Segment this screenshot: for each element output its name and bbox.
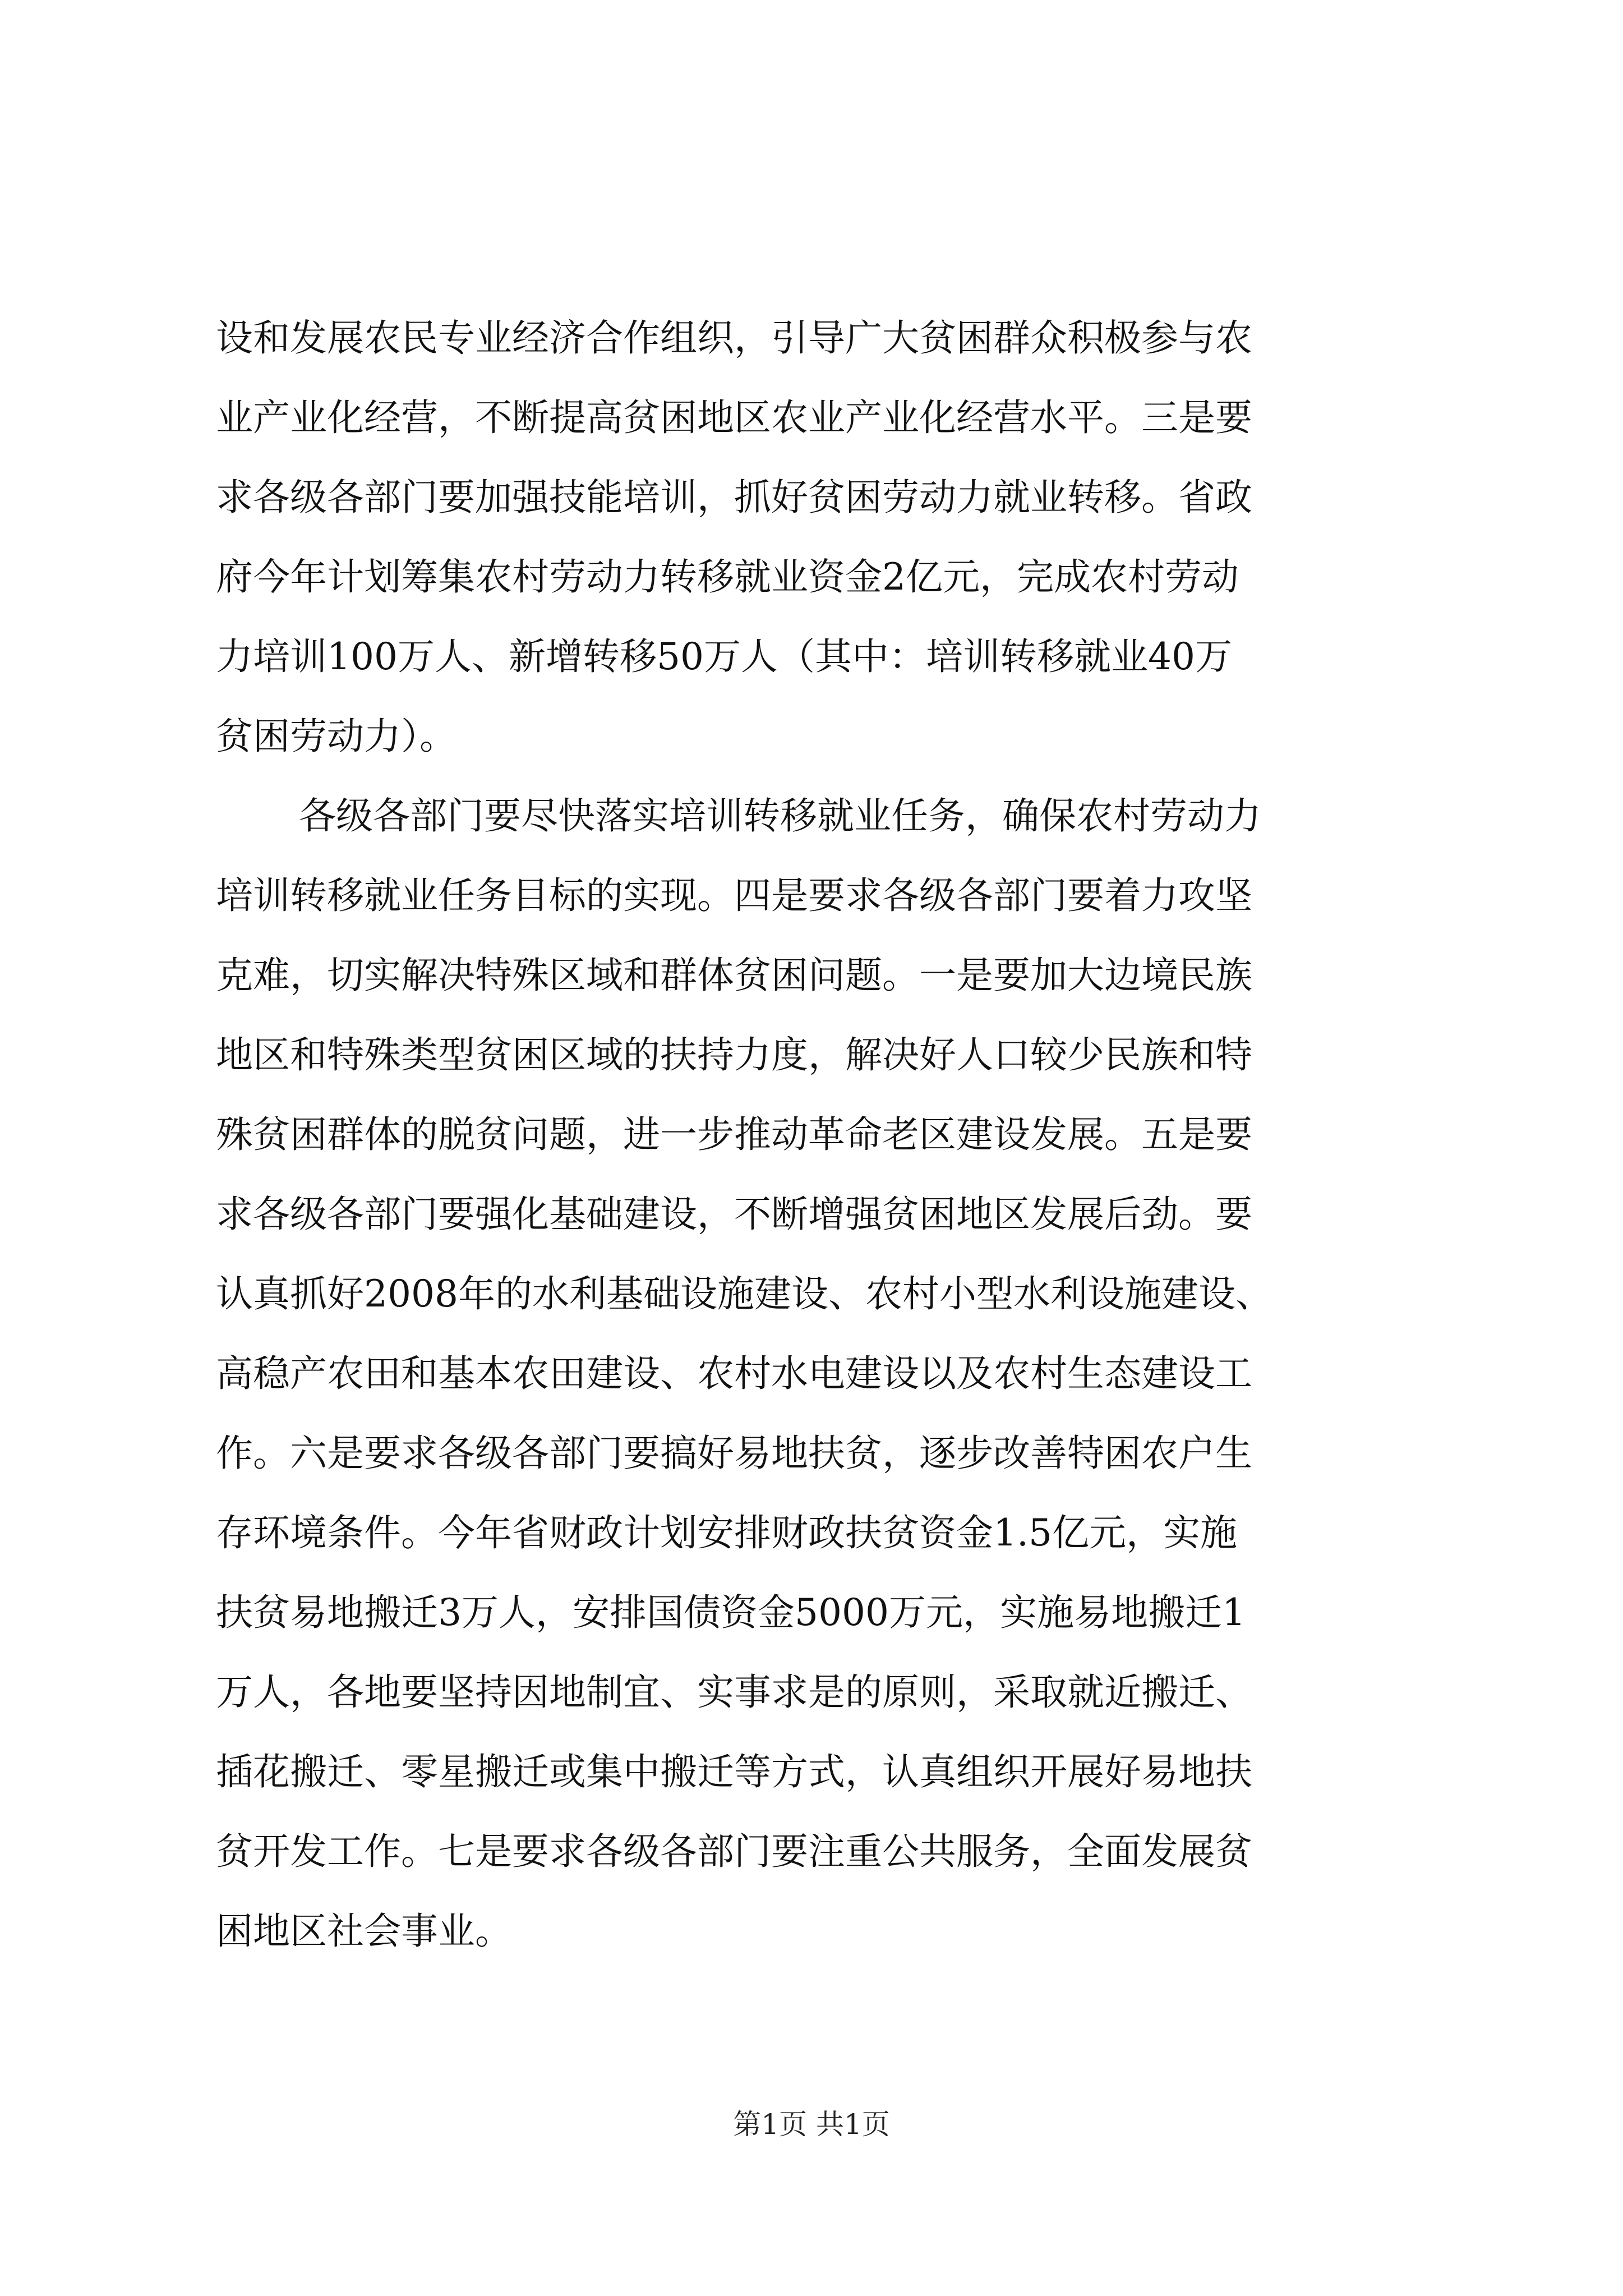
text-line: 万人，各地要坚持因地制宜、实事求是的原则，采取就近搬迁、 bbox=[216, 1671, 1252, 1714]
text-line: 殊贫困群体的脱贫问题，进一步推动革命老区建设发展。五是要 bbox=[216, 1113, 1252, 1156]
text-line: 认真抓好2008年的水利基础设施建设、农村小型水利设施建设、 bbox=[216, 1272, 1272, 1315]
paragraph-start-line: 各级各部门要尽快落实培训转移就业任务，确保农村劳动力 bbox=[299, 794, 1261, 838]
text-line: 作。六是要求各级各部门要搞好易地扶贫，逐步改善特困农户生 bbox=[216, 1432, 1252, 1475]
text-line: 存环境条件。今年省财政计划安排财政扶贫资金1.5亿元，实施 bbox=[216, 1511, 1237, 1554]
text-line: 扶贫易地搬迁3万人，安排国债资金5000万元，实施易地搬迁1 bbox=[216, 1591, 1246, 1634]
text-line: 地区和特殊类型贫困区域的扶持力度，解决好人口较少民族和特 bbox=[216, 1033, 1252, 1076]
text-line: 高稳产农田和基本农田建设、农村水电建设以及农村生态建设工 bbox=[216, 1352, 1252, 1395]
text-line: 求各级各部门要强化基础建设，不断增强贫困地区发展后劲。要 bbox=[216, 1193, 1252, 1236]
page-footer: 第1页 共1页 bbox=[733, 2108, 890, 2141]
text-line: 求各级各部门要加强技能培训，抓好贫困劳动力就业转移。省政 bbox=[216, 476, 1252, 519]
text-line: 设和发展农民专业经济合作组织，引导广大贫困群众积极参与农 bbox=[216, 316, 1252, 360]
text-line: 府今年计划筹集农村劳动力转移就业资金2亿元，完成农村劳动 bbox=[216, 555, 1239, 599]
text-line: 克难，切实解决特殊区域和群体贫困问题。一是要加大边境民族 bbox=[216, 954, 1252, 997]
body-text bbox=[216, 298, 1422, 1971]
text-line: 贫困劳动力）。 bbox=[216, 715, 457, 758]
text-line: 力培训100万人、新增转移50万人（其中：培训转移就业40万 bbox=[216, 635, 1232, 678]
text-line: 插花搬迁、零星搬迁或集中搬迁等方式，认真组织开展好易地扶 bbox=[216, 1750, 1252, 1793]
text-line: 培训转移就业任务目标的实现。四是要求各级各部门要着力攻坚 bbox=[216, 874, 1252, 917]
text-line: 贫开发工作。七是要求各级各部门要注重公共服务，全面发展贫 bbox=[216, 1830, 1252, 1873]
text-line: 困地区社会事业。 bbox=[216, 1910, 512, 1953]
text-line: 业产业化经营，不断提高贫困地区农业产业化经营水平。三是要 bbox=[216, 396, 1252, 439]
